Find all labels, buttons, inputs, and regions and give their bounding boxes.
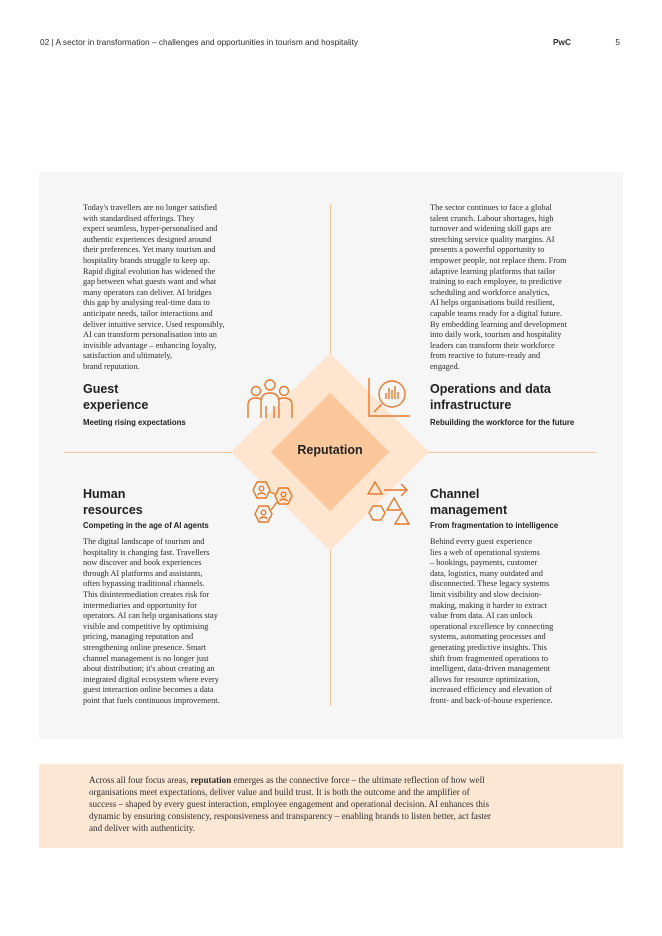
channel-body-line: – bookings, payments, customer [430,558,538,568]
summary-line-part: Across all four focus areas, [89,775,191,785]
header-brand: PwC [553,37,571,47]
shapes-transform-icon [364,480,412,526]
channel-body-line: Behind every guest experience [430,537,533,546]
guest-body-line: many operators can deliver. AI bridges [83,287,212,297]
human-body-line: channel management is no longer just [83,653,209,663]
human-body-line: The digital landscape of tourism and [83,537,205,546]
guest-body-line: this gap by analysing real-time data to [83,298,210,308]
summary-line: success – shaped by every guest interaction, employee engagement and operational decision. AI enhances this [89,799,489,810]
human-body-line: guest interaction online becomes a data [83,685,214,695]
guest-heading-line: Guest [83,382,119,396]
summary-line [89,774,589,786]
operations-body-line: scheduling and workforce analytics, [430,287,550,297]
guest-body-line: deliver intuitive service. Used responsibly, [83,319,225,329]
channel-body-line: generating predictive insights. This [430,642,547,652]
channel-body-line: front- and back-of-house experience. [430,695,553,705]
operations-body [430,203,567,373]
channel-body-line: shift from fragmented operations to [430,653,548,663]
channel-heading-line: management [430,503,508,517]
people-group-icon [244,378,296,420]
guest-body-line: gap between what guests want and what [83,277,217,287]
operations-body-line: into daily work, tourism and hospitality [430,330,562,340]
operations-body-line: By embedding learning and development [430,319,567,329]
operations-body-line: training to each employee, to predictive [430,277,562,287]
operations-body-line: leaders can transform their workforce [430,340,555,350]
channel-body [430,537,553,707]
page-number: 5 [615,37,620,47]
guest-body-line: AI can transform personalisation into an [83,330,217,340]
guest-body [83,203,224,373]
operations-body-line: engaged. [430,361,460,371]
guest-body-line: anticipate needs, tailor interactions and [83,308,213,318]
guest-heading-line: experience [83,398,149,412]
operations-body-line: AI helps organisations build resilient, [430,298,555,308]
operations-body-line: empower people, not replace them. From [430,255,567,265]
guest-body-line: Today's travellers are no longer satisfied [83,203,217,212]
summary-highlight: reputation [190,775,232,785]
human-body-line: now discover and book experiences [83,558,202,568]
summary-text [89,774,589,834]
guest-heading [83,381,148,413]
guest-body-line: authentic experiences designed around [83,234,212,244]
operations-body-line: talent crunch. Labour shortages, high [430,213,554,223]
human-body-line: through AI platforms and assistants, [83,568,203,578]
channel-heading [430,486,507,518]
operations-body-line: stretching service quality margins. AI [430,234,555,244]
human-body-line: intermediaries and opportunity for [83,600,198,610]
operations-body-line: turnover and widening skill gaps are [430,224,551,234]
data-analytics-icon [366,376,412,420]
summary-line: dynamic by ensuring consistency, responsiveness and transparency – enabling brands to listen better, act faster [89,811,492,822]
channel-body-line: operational excellence by connecting [430,621,554,631]
operations-body-line: The sector continues to face a global [430,203,552,212]
page-header [40,37,624,51]
human-body-line: operators. AI can help organisations stay [83,611,218,621]
channel-body-line: making, making it harder to extract [430,600,548,610]
human-heading [83,486,143,518]
guest-body-line: with standardised offerings. They [83,213,195,223]
human-body-line: hospitality is changing fast. Travellers [83,547,210,557]
guest-body-line: Rapid digital evolution has widened the [83,266,216,276]
operations-heading-line: infrastructure [430,398,512,412]
channel-heading-line: Channel [430,487,480,501]
human-body-line: point that fuels continuous improvement. [83,695,220,705]
channel-body-line: data, logistics, many outdated and [430,568,543,578]
guest-body-line: invisible advantage – enhancing loyalty, [83,340,217,350]
guest-body-line: expect seamless, hyper-personalised and [83,224,218,234]
channel-body-line: disconnected. These legacy systems [430,579,550,589]
human-body-line: about distribution; it's about creating an [83,664,215,674]
operations-heading-line: Operations and data [430,382,551,396]
operations-heading [430,381,551,413]
channel-body-line: lies a web of operational systems [430,547,540,557]
summary-line: organisations meet expectations, deliver value and build trust. It is both the outcome and the amplifier of [89,787,470,798]
human-body-line: often bypassing traditional channels. [83,579,205,589]
channel-body-line: limit visibility and slow decision- [430,589,542,599]
human-body-line: integrated digital ecosystem where every [83,674,219,684]
channel-body-line: systems, automating processes and [430,632,546,642]
human-body [83,537,220,707]
hexagon-people-network-icon [247,480,299,528]
header-title: 02 | A sector in transformation – challenges and opportunities in tourism and hospitality [40,37,359,47]
operations-body-line: presents a powerful opportunity to [430,245,545,255]
human-body-line: strengthening online presence. Smart [83,642,207,652]
channel-body-line: intelligent, data-driven management [430,664,551,674]
channel-body-line: increased efficiency and elevation of [430,685,552,695]
human-body-line: pricing, managing reputation and [83,632,194,642]
channel-body-line: allows for resource optimization, [430,674,540,684]
divider-horizontal-right [400,452,596,453]
guest-body-line: brand reputation. [83,361,140,371]
summary-line: and deliver with authenticity. [89,823,195,834]
guest-body-line: satisfaction and ultimately, [83,351,173,361]
human-body-line: visible and competitive by optimising [83,621,209,631]
summary-line-part: emerges as the connective force – the ultimate reflection of how well [231,775,485,785]
guest-body-line: hospitality brands struggle to keep up. [83,255,210,265]
guest-body-line: their preferences. Yet many tourism and [83,245,216,255]
human-heading-line: Human [83,487,126,501]
guest-subheading: Meeting rising expectations [83,418,186,427]
human-subheading: Competing in the age of AI agents [83,521,209,530]
reputation-label: Reputation [297,443,363,457]
human-body-line: This disintermediation creates risk for [83,589,210,599]
human-heading-line: resources [83,503,143,517]
operations-body-line: adaptive learning platforms that tailor [430,266,556,276]
operations-subheading: Rebuilding the workforce for the future [430,418,575,427]
operations-body-line: capable teams ready for a digital future. [430,308,562,318]
channel-subheading: From fragmentation to intelligence [430,521,559,530]
channel-body-line: value from data. AI can unlock [430,611,533,621]
operations-body-line: from reactive to future-ready and [430,351,541,361]
